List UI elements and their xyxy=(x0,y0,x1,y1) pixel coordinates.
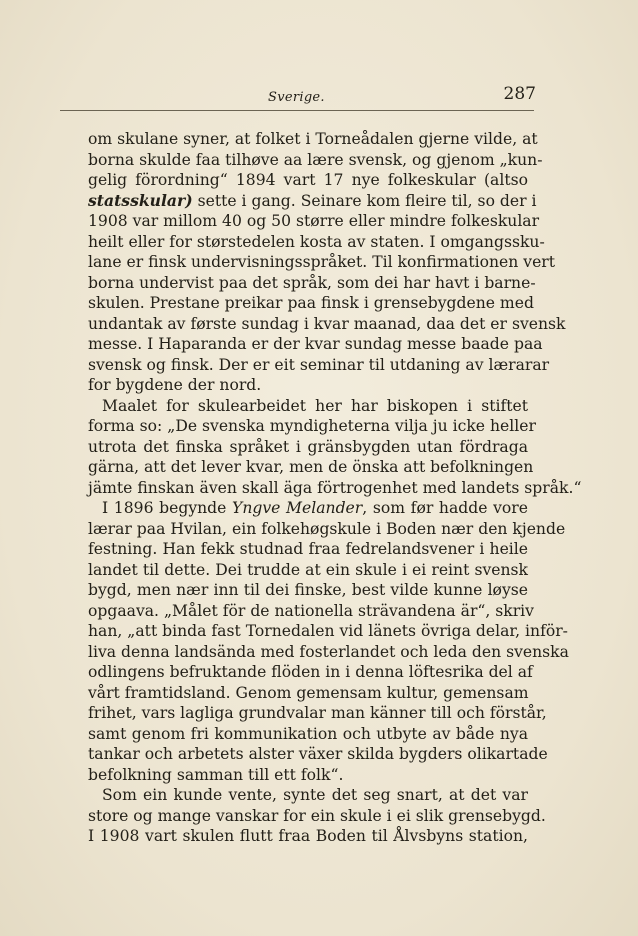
text-line: svensk og finsk. Der er eit seminar til utdaning av lærarar xyxy=(88,355,550,374)
text-line: messe. I Haparanda er der kvar sundag messe baade paa xyxy=(88,335,543,353)
text-line: gelig förordning“ 1894 vart 17 nye folkeskular (altso xyxy=(88,171,528,189)
text-line xyxy=(88,190,537,212)
running-title: Sverige. xyxy=(268,90,325,105)
text-line: skulen. Prestane preikar paa finsk i grensebygdene med xyxy=(88,294,534,312)
text-line: borna skulde faa tilhøve aa lære svensk, og gjenom „kun- xyxy=(88,150,543,169)
text-line: festning. Han fekk studnad fraa fedrelandsvener i heile xyxy=(88,540,528,558)
text-line: samt genom fri kommunikation och utbyte av både nya xyxy=(88,724,528,743)
text-line: forma so: „De svenska myndigheterna vilja ju icke heller xyxy=(88,417,536,435)
text-segment: I 1896 begynde xyxy=(102,499,233,517)
text-line: borna undervist paa det språk, som dei har havt i barne- xyxy=(88,273,536,292)
page-header xyxy=(60,84,534,111)
text-line: 1908 var millom 40 og 50 større eller mindre folkeskular xyxy=(88,212,540,230)
text-line: bygd, men nær inn til dei finske, best vilde kunne løyse xyxy=(88,581,528,599)
text-line: Som ein kunde vente, synte det seg snart, at det var xyxy=(102,786,528,804)
text-line: undantak av første sundag i kvar maanad, daa det er svensk xyxy=(88,314,566,333)
body-text xyxy=(88,129,582,847)
text-line: store og mange vanskar for ein skule i ei slik grensebygd. xyxy=(88,806,546,825)
text-line xyxy=(88,498,528,519)
text-line: jämte finskan även skall äga förtrogenhet med landets språk.“ xyxy=(88,478,582,497)
text-line: gärna, att det lever kvar, men de önska att befolkningen xyxy=(88,458,534,476)
emphasized-text: statsskular) xyxy=(88,190,193,210)
text-line: landet til dette. Dei trudde at ein skule i ei reint svensk xyxy=(88,560,528,579)
text-line: lane er finsk undervisningsspråket. Til konfirmationen vert xyxy=(88,253,556,271)
text-line: liva denna landsända med fosterlandet och leda den svenska xyxy=(88,642,569,661)
text-line: befolkning samman till ett folk“. xyxy=(88,765,344,784)
text-segment: sette i gang. Seinare kom fleire til, so der i xyxy=(192,191,537,210)
text-line: han, „att binda fast Tornedalen vid länets övriga delar, inför- xyxy=(88,622,568,640)
text-line: heilt eller for størstedelen kosta av staten. I omgangssku- xyxy=(88,232,545,251)
text-line: om skulane syner, at folket i Torneådalen gjerne vilde, at xyxy=(88,130,538,148)
emphasized-text: Yngve Melander xyxy=(232,499,363,517)
text-segment: , som før hadde vore xyxy=(362,499,528,517)
text-line: for bygdene der nord. xyxy=(88,376,262,394)
text-line: I 1908 vart skulen flutt fraa Boden til Ålvsbyns station, xyxy=(88,827,528,845)
text-line: vårt framtidsland. Genom gemensam kultur, gemensam xyxy=(88,683,529,702)
text-line: Maalet for skulearbeidet her har biskopen i stiftet xyxy=(102,396,528,415)
text-line: odlingens befruktande flöden in i denna löftesrika del af xyxy=(88,663,533,681)
text-line: frihet, vars lagliga grundvalar man känner till och förstår, xyxy=(88,704,547,722)
text-line: opgaava. „Målet för de nationella strävandena är“, skriv xyxy=(88,601,534,620)
page-number: 287 xyxy=(503,84,536,104)
text-line: lærar paa Hvilan, ein folkehøgskule i Boden nær den kjende xyxy=(88,519,566,538)
text-line: tankar och arbetets alster växer skilda bygders olikartade xyxy=(88,745,548,763)
text-line: utrota det finska språket i gränsbygden utan fördraga xyxy=(88,437,528,456)
